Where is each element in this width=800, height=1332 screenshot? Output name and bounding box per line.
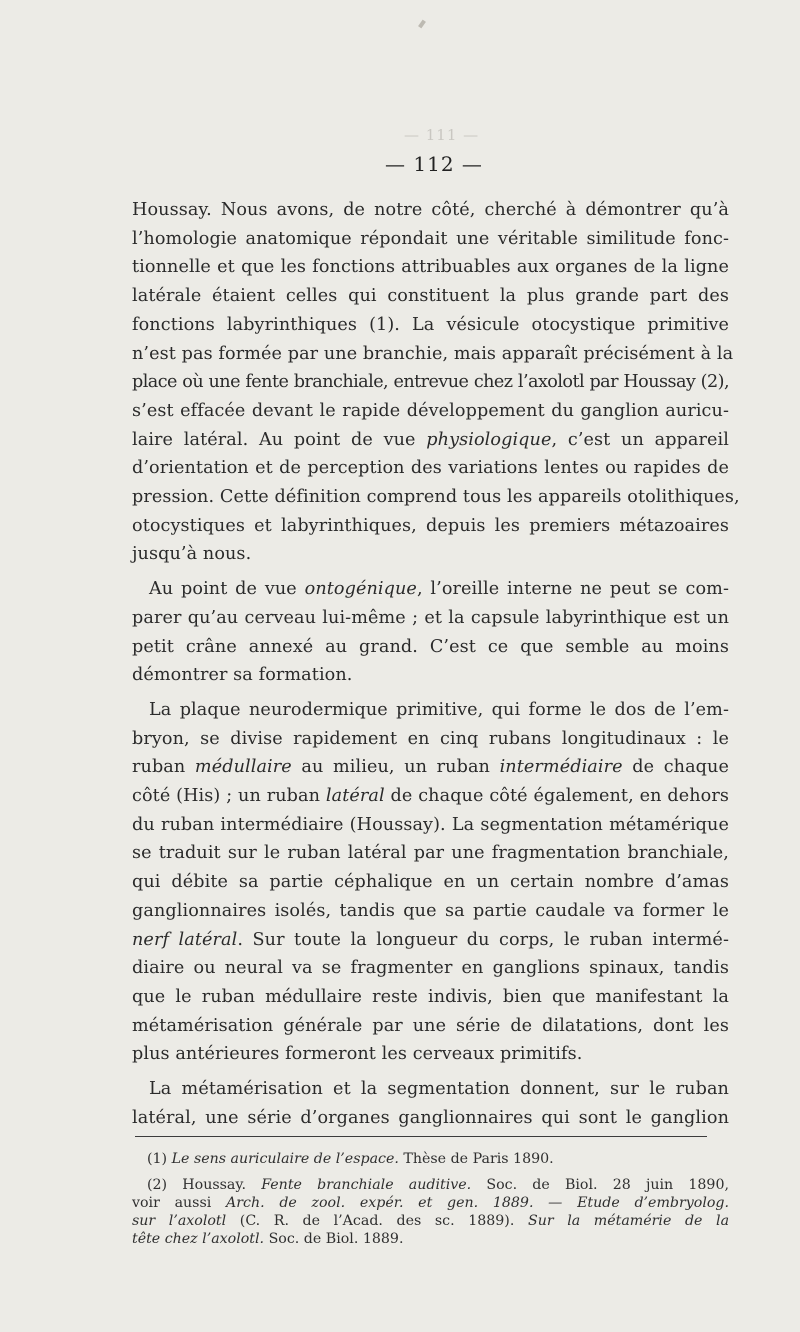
text-line: l’homologie anatomique répondait une véritable similitude fonc- — [132, 228, 729, 249]
text-run: de chaque — [632, 757, 729, 778]
text-line: place où une fente branchiale, entrevue chez l’axolotl par Houssay (2), — [132, 372, 729, 393]
footnote-line — [132, 1230, 729, 1248]
text-run: . Sur toute la longueur du corps, le ruban intermé- — [237, 929, 729, 950]
text-run: côté (His) ; un ruban — [132, 786, 321, 807]
text-run: , c’est un appareil — [551, 429, 729, 450]
text-line: parer qu’au cerveau lui-même ; et la capsule labyrinthique est un — [132, 607, 729, 628]
text-line: latéral, une série d’organes ganglionnaires qui sont le ganglion — [132, 1107, 729, 1128]
text-line: démontrer sa formation. — [132, 665, 353, 686]
text-line: d’orientation et de perception des variations lentes ou rapides de — [132, 458, 729, 479]
text-line: Houssay. Nous avons, de notre côté, cherché à démontrer qu’à — [132, 200, 729, 220]
footnotes — [132, 1150, 729, 1248]
text-line: fonctions labyrinthiques (1). La vésicule otocystique primitive — [132, 314, 729, 335]
text-line: que le ruban médullaire reste indivis, bien que manifestant la — [132, 986, 729, 1007]
italic-term: intermédiaire — [499, 757, 623, 778]
text-line: pression. Cette définition comprend tous les appareils otolithiques, — [132, 487, 740, 508]
footnote-rule — [135, 1136, 707, 1137]
text-run: , l’oreille interne ne peut se com- — [416, 579, 729, 600]
text-line: ganglionnaires isolés, tandis que sa partie caudale va former le — [132, 900, 729, 921]
text-line: n’est pas formée par une branchie, mais apparaît précisément à la — [132, 343, 734, 364]
italic-term: nerf latéral — [132, 929, 238, 950]
show-through-page-number: — 111 — — [404, 126, 480, 144]
text-run: au milieu, un ruban — [301, 757, 490, 778]
italic-term: latéral — [325, 786, 385, 807]
text-line — [132, 575, 729, 604]
italic-term: ontogénique — [304, 579, 417, 600]
text-line: du ruban intermédiaire (Houssay). La segmentation métamérique — [132, 814, 729, 835]
footnote-text: Soc. de Biol. 1889. — [268, 1231, 404, 1247]
footnote-title: Le sens auriculaire de l’espace. — [171, 1151, 399, 1167]
text-run: de chaque côté également, en dehors — [390, 786, 729, 807]
text-line: La plaque neurodermique primitive, qui forme le dos de l’em- — [149, 699, 729, 720]
text-line — [132, 426, 729, 455]
footnote-title: Fente branchiale auditive. — [261, 1177, 472, 1193]
footnote-1 — [132, 1150, 729, 1168]
footnote-line — [132, 1150, 729, 1168]
footnote-title: Sur la métamérie de la — [527, 1213, 730, 1229]
text-run: ruban — [132, 757, 186, 778]
footnote-line — [132, 1212, 729, 1230]
footnote-text: (C. R. de l’Acad. des sc. 1889). — [239, 1213, 515, 1229]
text-line: bryon, se divise rapidement en cinq rubans longitudinaux : le — [132, 728, 729, 749]
text-run: laire latéral. Au point de vue — [132, 429, 416, 450]
footnote-text: Soc. de Biol. 28 juin 1890, — [486, 1177, 729, 1193]
text-line: se traduit sur le ruban latéral par une fragmentation branchiale, — [132, 843, 729, 864]
text-line: diaire ou neural va se fragmenter en ganglions spinaux, tandis — [132, 958, 729, 979]
footnote-line — [132, 1176, 729, 1194]
text-line — [132, 782, 729, 811]
text-line: s’est effacée devant le rapide développement du ganglion auricu- — [132, 400, 729, 421]
text-line: otocystiques et labyrinthiques, depuis les premiers métazoaires — [132, 515, 729, 536]
text-run: Au point de vue — [149, 579, 297, 600]
text-line: jusqu’à nous. — [132, 544, 252, 565]
footnote-marker: (1) — [147, 1151, 168, 1167]
text-line: tionnelle et que les fonctions attribuables aux organes de la ligne — [132, 257, 729, 278]
text-line: qui débite sa partie céphalique en un certain nombre d’amas — [132, 872, 729, 893]
footnote-title: sur l’axolotl — [132, 1213, 227, 1229]
text-line: petit crâne annexé au grand. C’est ce que semble au moins — [132, 636, 729, 657]
print-speck — [418, 20, 426, 29]
footnote-title: tête chez l’axolotl. — [132, 1231, 265, 1247]
text-line: métamérisation générale par une série de dilatations, dont les — [132, 1015, 729, 1036]
footnote-title: Arch. de zool. expér. et gen. 1889. — Etude d’embryolog. — [226, 1195, 729, 1211]
text-line — [132, 753, 729, 782]
text-line: La métamérisation et la segmentation donnent, sur le ruban — [149, 1079, 729, 1100]
footnote-text: voir aussi — [132, 1195, 212, 1211]
italic-term: physiologique — [426, 429, 552, 450]
footnote-line — [132, 1194, 729, 1212]
footnote-2 — [132, 1176, 729, 1248]
text-line — [132, 926, 729, 955]
footnote-text: (2) Houssay. — [147, 1177, 247, 1193]
text-line: plus antérieures formeront les cerveaux primitifs. — [132, 1044, 583, 1065]
page-number: — 112 — — [385, 152, 483, 176]
text-line: latérale étaient celles qui constituent la plus grande part des — [132, 286, 729, 307]
body-text — [132, 196, 740, 1133]
footnote-text: Thèse de Paris 1890. — [403, 1151, 554, 1167]
italic-term: médullaire — [194, 757, 292, 778]
